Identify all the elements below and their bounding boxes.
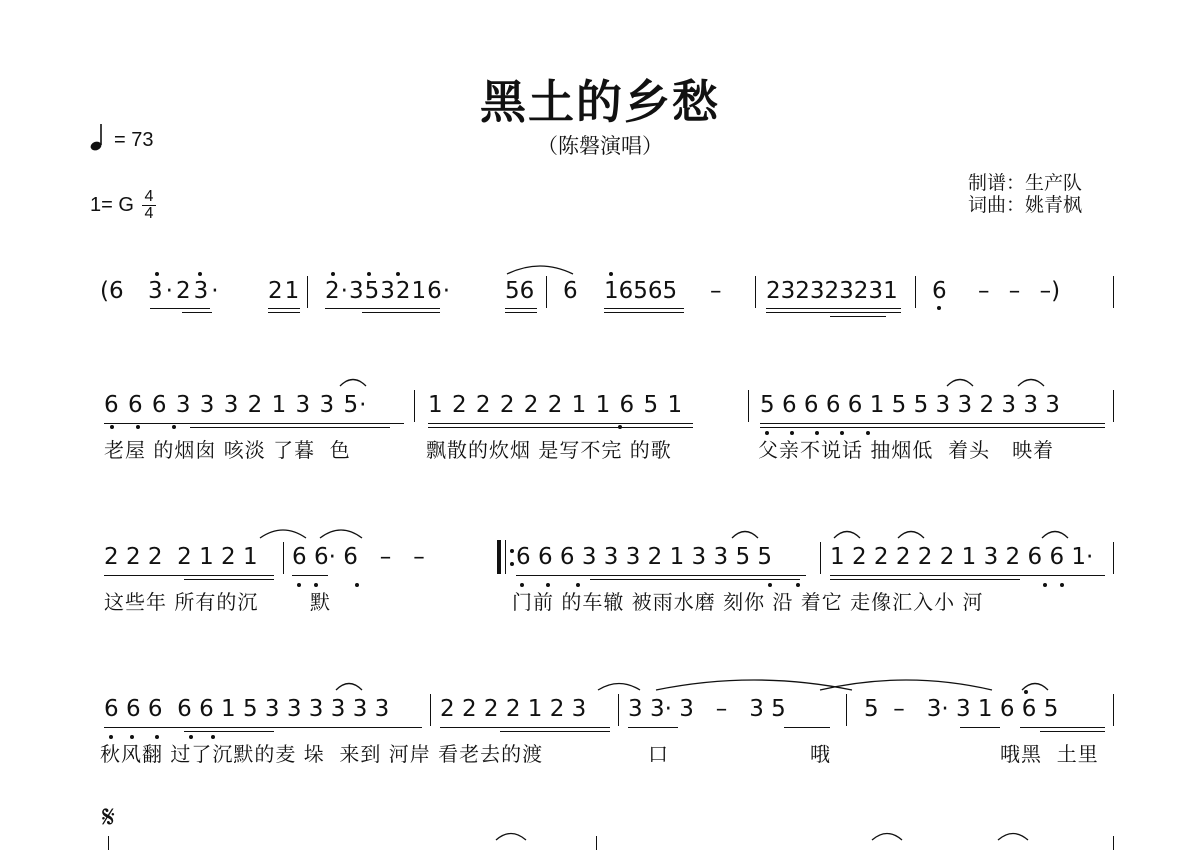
repeat-dot	[510, 562, 514, 566]
note-group: 5 6 6 6 6 1 5 5 3 3 2 3 3 3	[760, 392, 1060, 418]
barline	[846, 694, 847, 726]
barline-partial	[596, 836, 597, 850]
barline	[915, 276, 916, 308]
lyric-line: 这些年 所有的沉	[104, 590, 259, 614]
note-group: 3·23·	[148, 278, 222, 304]
note-group: 16565	[604, 278, 678, 304]
barline	[755, 276, 756, 308]
barline	[820, 542, 821, 574]
tempo-value: = 73	[114, 128, 154, 151]
note-group: 2 2 2 2 1 2 1	[104, 544, 258, 570]
lyric-line: 哦	[810, 742, 831, 766]
arranger-credit: 制谱：生产队	[968, 172, 1083, 194]
lyric-line: 默	[310, 590, 331, 614]
repeat-barline	[505, 540, 506, 574]
note-group: –	[710, 278, 722, 304]
barline	[430, 694, 431, 726]
note-group: 5 – 3· 3 1 6 6 5	[864, 696, 1059, 722]
time-numerator: 4	[144, 188, 154, 205]
lyric-line: 飘散的炊烟 是写不完 的歌	[426, 438, 672, 462]
note-group: 6 6 6 3 3 3 2 1 3 3 5·	[104, 392, 368, 418]
barline-partial	[1113, 836, 1114, 850]
key-signature	[90, 190, 156, 221]
key-label: 1= G	[90, 194, 134, 216]
barline	[1113, 390, 1114, 422]
lyric-line: 父亲不说话 抽烟低 着头 映着	[758, 438, 1055, 462]
writer-credit: 词曲：姚青枫	[968, 194, 1083, 216]
note-group: 6 6 6 6 6 1 5 3 3 3 3 3 3	[104, 696, 390, 722]
barline-partial	[108, 836, 109, 850]
time-signature	[142, 190, 156, 221]
note-group: 3 3· 3 – 3 5	[628, 696, 786, 722]
lyric-line: 口	[648, 742, 669, 766]
credits	[968, 172, 1082, 216]
barline	[618, 694, 619, 726]
barline	[1113, 694, 1114, 726]
repeat-dot	[510, 549, 514, 553]
note-group: 2 2 2 2 1 2 3	[440, 696, 587, 722]
barline	[307, 276, 308, 308]
note-group: 6 6 6 3 3 3 2 1 3 3 5 5	[516, 544, 773, 570]
note-group: 1 2 2 2 2 2 1 3 2 6 6 1·	[830, 544, 1094, 570]
segno-icon: 𝄋	[102, 800, 115, 835]
note-group: 232323231	[766, 278, 898, 304]
note-group: (6	[100, 278, 124, 304]
note-group: 6 6· 6 – –	[292, 544, 425, 570]
note-group: 1 2 2 2 2 2 1 1 6 5 1	[428, 392, 684, 418]
note-group: 21	[268, 278, 302, 304]
barline	[1113, 276, 1114, 308]
barline	[283, 542, 284, 574]
lyric-line: 秋风翻 过了沉默的麦 垛 来到 河岸 看老去的渡	[100, 742, 544, 766]
page-title: 黑土的乡愁	[480, 75, 720, 129]
time-denominator: 4	[144, 205, 154, 222]
quarter-note-icon	[90, 122, 104, 158]
barline	[1113, 542, 1114, 574]
barline	[546, 276, 547, 308]
note-group: 56	[505, 278, 535, 304]
tempo-marking	[90, 122, 153, 158]
barline	[414, 390, 415, 422]
note-group: 6	[932, 278, 947, 304]
lyric-line: 哦黑 土里	[1000, 742, 1099, 766]
lyric-line: 门前 的车辙 被雨水磨 刻你 沿 着它 走像汇入小 河	[512, 590, 984, 614]
page-subtitle: （陈磐演唱）	[537, 134, 663, 158]
barline	[748, 390, 749, 422]
note-group: 6	[563, 278, 578, 304]
note-group: – – –)	[978, 278, 1061, 304]
note-group: 2·353216·	[325, 278, 452, 304]
lyric-line: 老屋 的烟囱 咳淡 了暮 色	[104, 438, 351, 462]
repeat-barline-thick	[497, 540, 501, 574]
